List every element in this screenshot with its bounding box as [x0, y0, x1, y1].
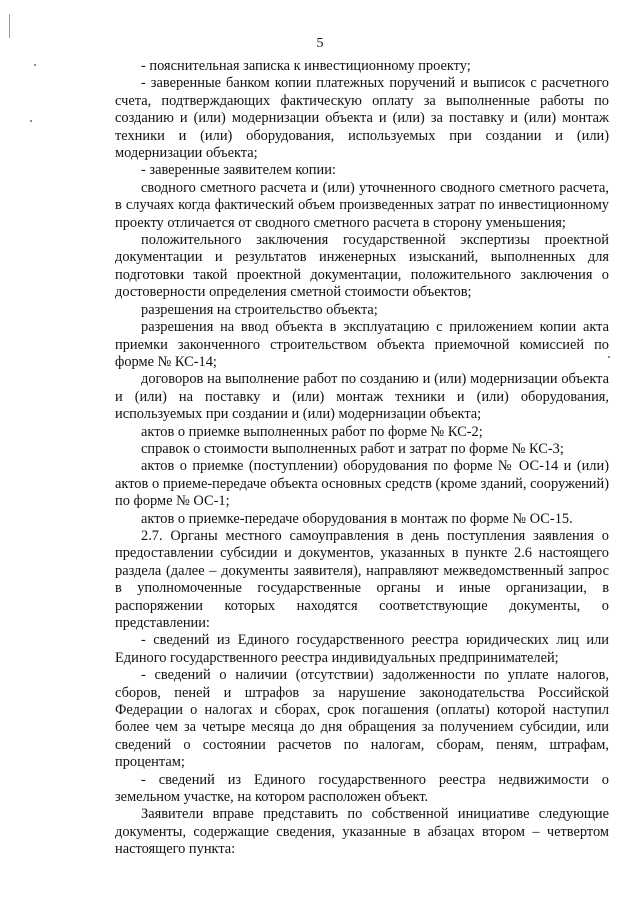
paragraph: Заявители вправе представить по собственной инициативе следующие документы, содержащие сведения, указанные в абзацах втором – четвертом настоящего пункта:	[115, 806, 609, 858]
paragraph: актов о приемке (поступлении) оборудования по форме № ОС-14 и (или) актов о приеме-передаче объекта основных средств (кроме зданий, сооружений) по форме № ОС-1;	[115, 458, 609, 510]
scan-margin-mark	[9, 14, 10, 38]
paragraph: - сведений из Единого государственного реестра юридических лиц или Единого государственного реестра индивидуальных предпринимателей;	[115, 632, 609, 666]
scan-speck	[34, 64, 36, 66]
paragraph: справок о стоимости выполненных работ и затрат по форме № КС-3;	[141, 440, 564, 457]
page-number: 5	[316, 36, 324, 51]
paragraph: - сведений о наличии (отсутствии) задолженности по уплате налогов, сборов, пеней и штрафов за нарушение законодательства Российской Федерации о налогах и сборах, срок погашения (оплаты) которой наступил более чем за четыре месяца до дня обращения за получением субсидии, или сведений о состоянии расчетов по налогам, сборам, пеням, штрафам, процентам;	[115, 667, 609, 771]
paragraph: актов о приемке-передаче оборудования в монтаж по форме № ОС-15.	[141, 510, 573, 527]
paragraph: разрешения на строительство объекта;	[141, 301, 378, 318]
paragraph: - сведений из Единого государственного реестра недвижимости о земельном участке, на котором расположен объект.	[115, 771, 609, 806]
paragraph: 2.7. Органы местного самоуправления в день поступления заявления о предоставлении субсидии и документов, указанных в пункте 2.6 настоящего раздела (далее – документы заявителя), направляют межведомственный запрос в уполномоченные государственные органы и иные организации, в распоряжении которых находятся соответствующие документы, о представлении:	[115, 527, 609, 631]
scan-speck	[30, 120, 32, 122]
paragraph: актов о приемке выполненных работ по форме № КС-2;	[141, 423, 483, 440]
paragraph: положительного заключения государственной экспертизы проектной документации и результатов инженерных изысканий, выполненных для подготовки такой проектной документации, положительного заключения о достоверности определения сметной стоимости объектов;	[115, 232, 609, 301]
document-body	[115, 58, 609, 859]
paragraph: - заверенные банком копии платежных поручений и выписок с расчетного счета, подтверждающих фактическую оплату за выполненные работы по созданию и (или) модернизации объекта и (или) за поставку и (или) монтаж техники и (или) оборудования, используемых при создании и (или) модернизации объекта;	[115, 75, 609, 162]
paragraph: - заверенные заявителем копии:	[141, 162, 336, 179]
paragraph: сводного сметного расчета и (или) уточненного сводного сметного расчета, в случаях когда фактический объем произведенных затрат по инвестиционному проекту отличается от сводного сметного расчета в сторону уменьшения;	[115, 179, 609, 231]
paragraph: разрешения на ввод объекта в эксплуатацию с приложением копии акта приемки законченного строительством объекта приемочной комиссией по форме № КС-14;	[115, 319, 609, 370]
paragraph: - пояснительная записка к инвестиционному проекту;	[141, 58, 471, 74]
paragraph: договоров на выполнение работ по созданию и (или) модернизации объекта и (или) на поставку и (или) монтаж техники и (или) оборудования, используемых при создании и (или) модернизации объекта;	[115, 371, 609, 423]
